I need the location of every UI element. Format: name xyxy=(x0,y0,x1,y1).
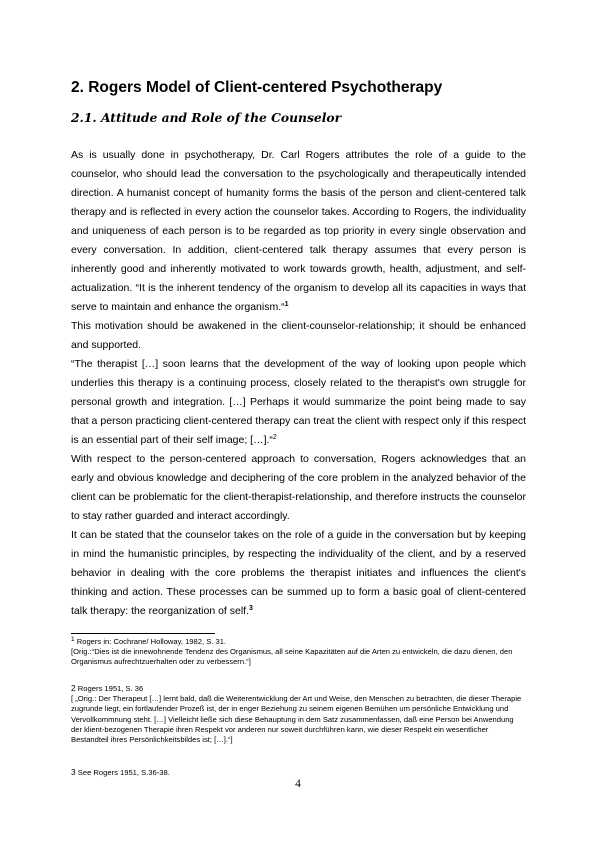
subsection-heading: 2.1. Attitude and Role of the Counselor xyxy=(71,110,342,125)
paragraph: This motivation should be awakened in the client-counselor-relationship; it should be enhanced and supported. xyxy=(71,320,526,351)
page-number: 4 xyxy=(295,778,301,790)
paragraph: It can be stated that the counselor takes on the role of a guide in the conversation but by keeping in mind the humanistic principles, by respecting the individuality of the client, and by a reserved behavior in dealing with the core problems the therapist initiates and influences the client's thinking and action. These processes can be summed up to form a basic goal of client-centered talk therapy: the reorganization of self.$^3$ xyxy=(71,529,526,617)
footnote-ref[interactable]: 2 xyxy=(272,434,277,441)
paragraph: With respect to the person-centered approach to conversation, Rogers acknowledges that an early and obvious knowledge and deciphering of the core problem in the analyzed behavior of the client can be problematic for the client-therapist-relationship, and therefore instructs the counselor to stay rather guarded and interact accordingly. xyxy=(71,453,526,522)
footnote-ref[interactable]: 3 xyxy=(249,605,253,612)
footnote-separator xyxy=(71,633,215,634)
footnote-ref[interactable]: 1 xyxy=(284,301,289,308)
paragraph: “The therapist […] soon learns that the development of the way of looking upon people which underlies this therapy is a continuing process, closely related to the therapist's own struggle for personal growth and integration. […] Perhaps it would summarize the point being made to say that a person practicing client-centered therapy can treat the client with respect only if this respect is an essential part of their self image; […].“$^2$ xyxy=(71,358,526,446)
footnote-1: $^1$ Rogers in: Cochrane/ Holloway, 1982, S. 31. [Orig.:“Dies ist die innewohnende Tendenz des Organismus, all seine Kapazitäten auf die Arten zu entwickeln, die dazu dienen, den Organismus aufrechtzuerhalten oder zu verbessern.“] xyxy=(71,636,513,667)
body-text xyxy=(71,146,526,621)
footnote-2: 2 Rogers 1951, S. 36 [ „Orig.: Der Therapeut […] lernt bald, daß die Weiterentwicklung der Art und Weise, den Menschen zu betrachten, die dieser Therapie zugrunde liegt, ein fortlaufender Prozeß ist, der in enger Beziehung zu seinem eigenen Bemühen um persönliche Entwicklung und Vervollkommnung steht. […] Vielleicht ließe sich diese Behauptung in dem Satz zusammenfassen, daß eine Person bei Anwendung der klient-bezogenen Therapie ihren Respekt vor anderen nur soweit durchführen kann, wie dieser Respekt ein wesentlicher Bestandteil ihres Persönlichkeitsbildes ist; […].“] xyxy=(71,683,522,745)
paragraph: As is usually done in psychotherapy, Dr. Carl Rogers attributes the role of a guide to the counselor, who should lead the conversation to the psychologically and therapeutically intended direction. A humanist concept of humanity forms the basis of the person and client-centered talk therapy and is reflected in every action the counselor takes. According to Rogers, the individuality and uniqueness of each person is to be regarded as top priority in every single observation and every conversation. In addition, client-centered talk therapy assumes that every person is inherently good and inherently motivated to work towards growth, health, adjustment, and self-actualization. “It is the inherent tendency of the organism to develop all its capacities in ways that serve to maintain and enhance the organism.“$^1$ xyxy=(71,149,526,313)
section-heading: 2. Rogers Model of Client-centered Psychotherapy xyxy=(71,79,443,96)
footnote-3: 3 See Rogers 1951, S.36-38. xyxy=(71,767,170,777)
